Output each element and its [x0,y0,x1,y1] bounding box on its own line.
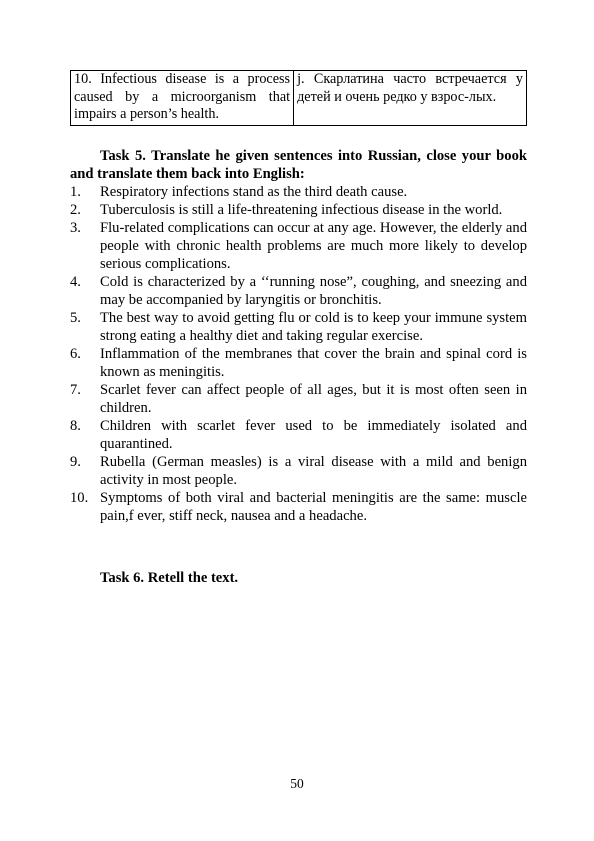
list-item-number: 1. [70,184,81,200]
list-item-number: 4. [70,274,81,290]
list-item-text: Inflammation of the membranes that cover the brain and spinal cord is known as meningitis. [100,346,527,380]
list-item [70,309,527,345]
list-item [70,183,527,201]
list-item-number: 10. [70,490,89,506]
list-item-text: Children with scarlet fever used to be immediately isolated and quarantined. [100,418,527,452]
list-item-text: Scarlet fever can affect people of all ages, but it is most often seen in children. [100,382,527,416]
list-item-text: Cold is characterized by a ‘‘running nose”, coughing, and sneezing and may be accompanied by laryngitis or bronchitis. [100,274,527,308]
list-item [70,345,527,381]
list-item-text: Rubella (German measles) is a viral disease with a mild and benign activity in most people. [100,454,527,488]
list-item [70,201,527,219]
list-item-number: 7. [70,382,81,398]
sentence-list [70,183,527,525]
task6-heading: Task 6. Retell the text. [100,570,239,586]
matching-table [70,70,527,126]
table-row [71,71,527,126]
table-cell-russian: j. Скарлатина часто встречается у детей и очень редко у взрос-лых. [294,71,527,126]
list-item-text: Symptoms of both viral and bacterial meningitis are the same: muscle pain,f ever, stiff neck, nausea and a headache. [100,490,527,524]
list-item-number: 2. [70,202,81,218]
list-item-number: 3. [70,220,81,236]
list-item-text: Flu-related complications can occur at any age. However, the elderly and people with chronic health problems are much more likely to develop serious complications. [100,220,527,272]
task5-heading: Task 5. Translate he given sentences into Russian, close your book and translate them back into English: [70,148,527,182]
list-item-text: Tuberculosis is still a life-threatening infectious disease in the world. [100,202,503,218]
page-number: 50 [290,776,304,791]
list-item [70,219,527,273]
table-cell-english: 10. Infectious disease is a process caused by a microorganism that impairs a person’s health. [71,71,294,126]
list-item-number: 9. [70,454,81,470]
list-item-number: 5. [70,310,81,326]
list-item-text: The best way to avoid getting flu or cold is to keep your immune system strong eating a healthy diet and taking regular exercise. [100,310,527,344]
list-item [70,273,527,309]
list-item [70,381,527,417]
list-item-number: 8. [70,418,81,434]
list-item [70,417,527,453]
list-item-number: 6. [70,346,81,362]
list-item [70,453,527,489]
list-item [70,489,527,525]
list-item-text: Respiratory infections stand as the third death cause. [100,184,408,200]
